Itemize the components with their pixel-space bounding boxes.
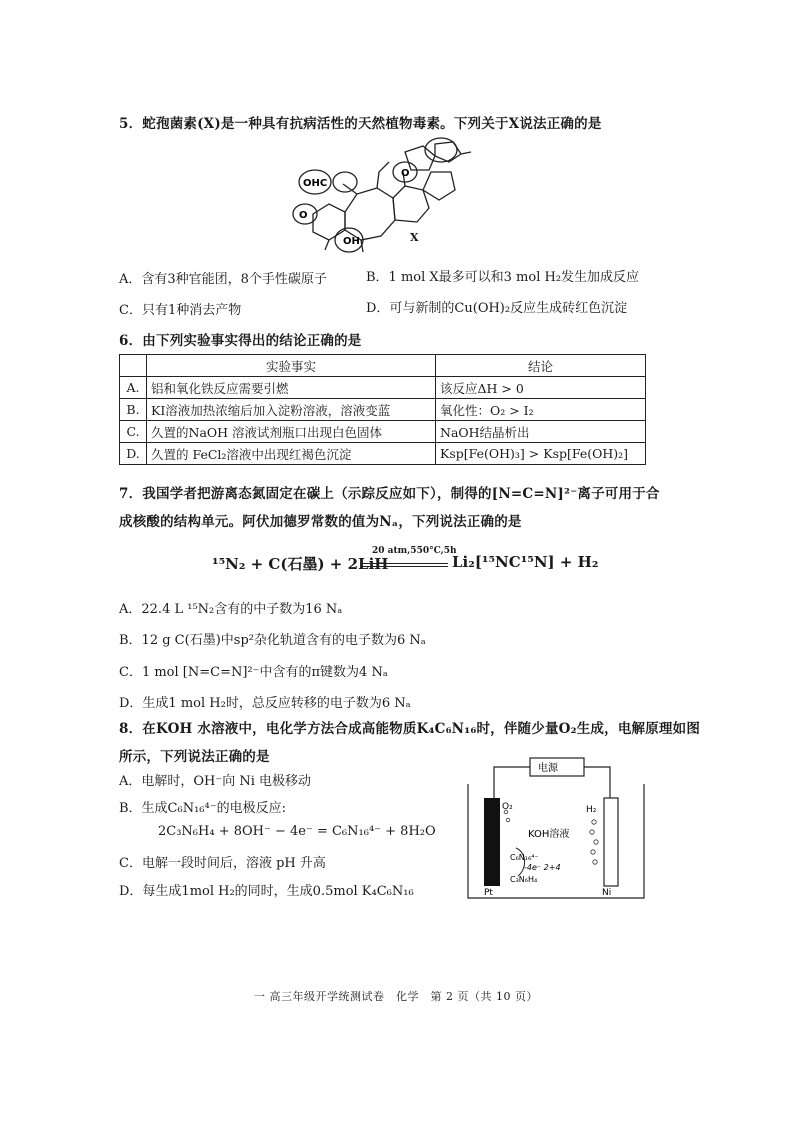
table-row — [120, 399, 646, 421]
table-cell: C. — [120, 421, 147, 443]
q8-option-b: B．生成C₆N₁₆⁴⁻的电极反应: — [119, 801, 286, 816]
table-cell: B. — [120, 399, 147, 421]
h2-label: H₂ — [586, 805, 597, 815]
q6-stem: 6．由下列实验事实得出的结论正确的是 — [119, 333, 362, 349]
table-cell: 该反应ΔH > 0 — [436, 377, 646, 399]
table-row — [120, 421, 646, 443]
table-cell: KI溶液加热浓缩后加入淀粉溶液，溶液变蓝 — [147, 399, 436, 421]
ni-electrode — [604, 798, 618, 886]
ni-electrode-label: Ni — [602, 888, 612, 898]
pt-electrode — [484, 798, 500, 886]
table-header-cell — [120, 355, 147, 377]
table-cell: 久置的NaOH 溶液试剂瓶口出现白色固体 — [147, 421, 436, 443]
table-cell: 氧化性：O₂ > I₂ — [436, 399, 646, 421]
product-ion-label: C₆N₁₆⁴⁻ — [510, 853, 539, 862]
table-cell: NaOH结晶析出 — [436, 421, 646, 443]
q7-equation-arrow — [360, 563, 448, 567]
q7-option-c: C．1 mol [N=C=N]²⁻中含有的π键数为4 Nₐ — [119, 665, 388, 680]
power-source-label: 电源 — [538, 763, 558, 774]
oh-group-label: OH — [343, 236, 360, 247]
q8-option-b-equation: 2C₃N₆H₄ + 8OH⁻ − 4e⁻ = C₆N₁₆⁴⁻ + 8H₂O — [158, 824, 436, 839]
q5-stem: 5．蛇孢菌素(X)是一种具有抗病活性的天然植物毒素。下列关于X说法正确的是 — [119, 116, 602, 132]
koh-solution-label: KOH溶液 — [528, 829, 570, 840]
q5-option-b: B．1 mol X最多可以和3 mol H₂发生加成反应 — [366, 270, 640, 285]
q8-option-c: C．电解一段时间后，溶液 pH 升高 — [119, 856, 326, 871]
q5-option-d: D．可与新制的Cu(OH)₂反应生成砖红色沉淀 — [366, 301, 628, 316]
reactant-label: C₃N₆H₄ — [510, 875, 538, 884]
cho-group-label: OHC — [303, 178, 328, 189]
table-header-row — [120, 355, 646, 377]
q8-stem-line1: 8．在KOH 水溶液中，电化学方法合成高能物质K₄C₆N₁₆时，伴随少量O₂生成，电解原理如图 — [119, 721, 701, 737]
ether-o-label: O — [401, 168, 410, 179]
q7-equation-condition: 20 atm,550°C,5h — [372, 546, 457, 556]
q6-table — [119, 354, 646, 465]
page-footer: 一 高三年级开学统测试卷 化学 第 2 页（共 10 页） — [254, 990, 538, 1003]
q7-option-b: B．12 g C(石墨)中sp²杂化轨道含有的电子数为6 Nₐ — [119, 633, 426, 648]
handwritten-note: -4e⁻ 2+4 — [524, 863, 561, 872]
electrolysis-diagram — [466, 752, 648, 902]
q8-option-a: A．电解时，OH⁻向 Ni 电极移动 — [119, 774, 312, 789]
ketone-o-label: O — [299, 210, 308, 221]
pt-electrode-label: Pt — [484, 888, 493, 898]
q8-option-d: D．每生成1mol H₂的同时，生成0.5mol K₄C₆N₁₆ — [119, 884, 414, 899]
molecule-x-structure — [285, 132, 475, 257]
table-cell: A. — [120, 377, 147, 399]
table-row — [120, 377, 646, 399]
q7-option-a: A．22.4 L ¹⁵N₂含有的中子数为16 Nₐ — [119, 602, 343, 617]
table-cell: D. — [120, 443, 147, 465]
table-cell: Ksp[Fe(OH)₃] > Ksp[Fe(OH)₂] — [436, 443, 646, 465]
table-header-cell: 结论 — [436, 355, 646, 377]
q7-equation-left: ¹⁵N₂ + C(石墨) + 2LiH — [212, 555, 389, 573]
q8-stem-line2: 所示，下列说法正确的是 — [119, 749, 270, 765]
table-cell: 铝和氧化铁反应需要引燃 — [147, 377, 436, 399]
q7-option-d: D．生成1 mol H₂时，总反应转移的电子数为6 Nₐ — [119, 696, 411, 711]
table-row — [120, 443, 646, 465]
table-header-cell: 实验事实 — [147, 355, 436, 377]
table-cell: 久置的 FeCl₂溶液中出现红褐色沉淀 — [147, 443, 436, 465]
q5-option-c: C．只有1种消去产物 — [119, 303, 242, 318]
o2-label: O₂ — [502, 802, 513, 812]
q5-option-a: A．含有3种官能团，8个手性碳原子 — [119, 272, 327, 287]
q7-equation-right: Li₂[¹⁵NC¹⁵N] + H₂ — [452, 553, 599, 571]
q7-stem-line1: 7．我国学者把游离态氮固定在碳上（示踪反应如下），制得的[N=C=N]²⁻离子可用于合 — [119, 486, 660, 502]
molecule-x-label: X — [410, 231, 419, 244]
q7-stem-line2: 成核酸的结构单元。阿伏加德罗常数的值为Nₐ，下列说法正确的是 — [119, 514, 522, 530]
